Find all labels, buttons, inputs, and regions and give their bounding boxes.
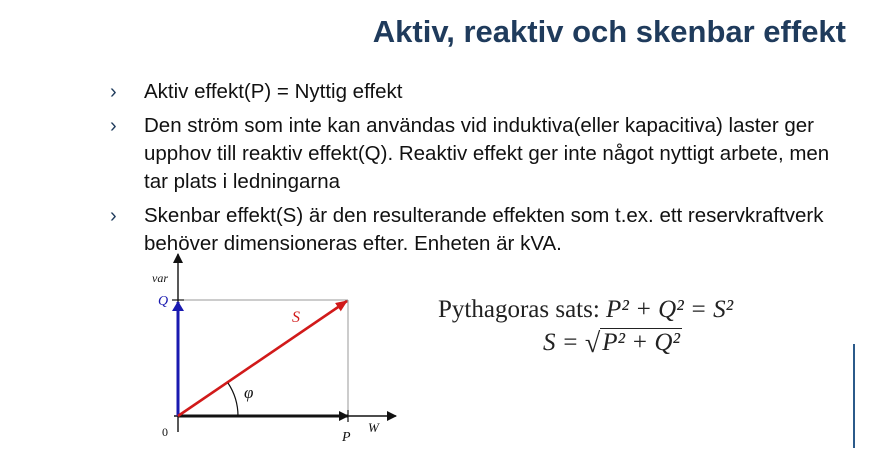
formula-s-eq: S = <box>543 329 585 356</box>
bullet-text: Den ström som inte kan användas vid induktiva(eller kapacitiva) laster ger upphov till reaktiv effekt(Q). Reaktiv effekt ger inte något nyttigt arbete, men tar plats i ledningarna <box>144 114 830 193</box>
origin-label: 0 <box>162 425 168 439</box>
bullet-text: Skenbar effekt(S) är den resulterande effekten som t.ex. ett reservkraftverk behöver dimensioneras efter. Enheten är kVA. <box>144 204 824 255</box>
bullet-list <box>108 78 853 264</box>
q-label: Q <box>158 294 169 309</box>
bullet-item <box>108 112 853 196</box>
axis-x-label: W <box>368 420 379 435</box>
s-label: S <box>292 309 300 326</box>
formula-prefix: Pythagoras sats: <box>438 296 600 323</box>
sidebar-divider <box>853 344 855 448</box>
p-label: P <box>342 430 351 445</box>
phi-arc <box>228 383 238 416</box>
formula-line-pythagoras <box>438 296 798 324</box>
sqrt-icon: √ <box>584 328 601 359</box>
bullet-text: Aktiv effekt(P) = Nyttig effekt <box>144 80 403 103</box>
slide-title: Aktiv, reaktiv och skenbar effekt <box>372 14 846 49</box>
bullet-item <box>108 78 853 106</box>
formula-radicand: P² + Q² <box>602 329 680 356</box>
formula-block <box>438 296 798 360</box>
bullet-marker: › <box>110 115 117 137</box>
formula-line-s <box>438 328 798 360</box>
bullet-marker: › <box>110 205 117 227</box>
s-vector <box>178 301 347 416</box>
axis-y-label: var <box>152 271 168 285</box>
power-triangle-diagram <box>140 250 410 450</box>
bullet-marker: › <box>110 81 117 103</box>
phi-label: φ <box>244 383 254 402</box>
formula-equation: P² + Q² = S² <box>606 296 734 323</box>
